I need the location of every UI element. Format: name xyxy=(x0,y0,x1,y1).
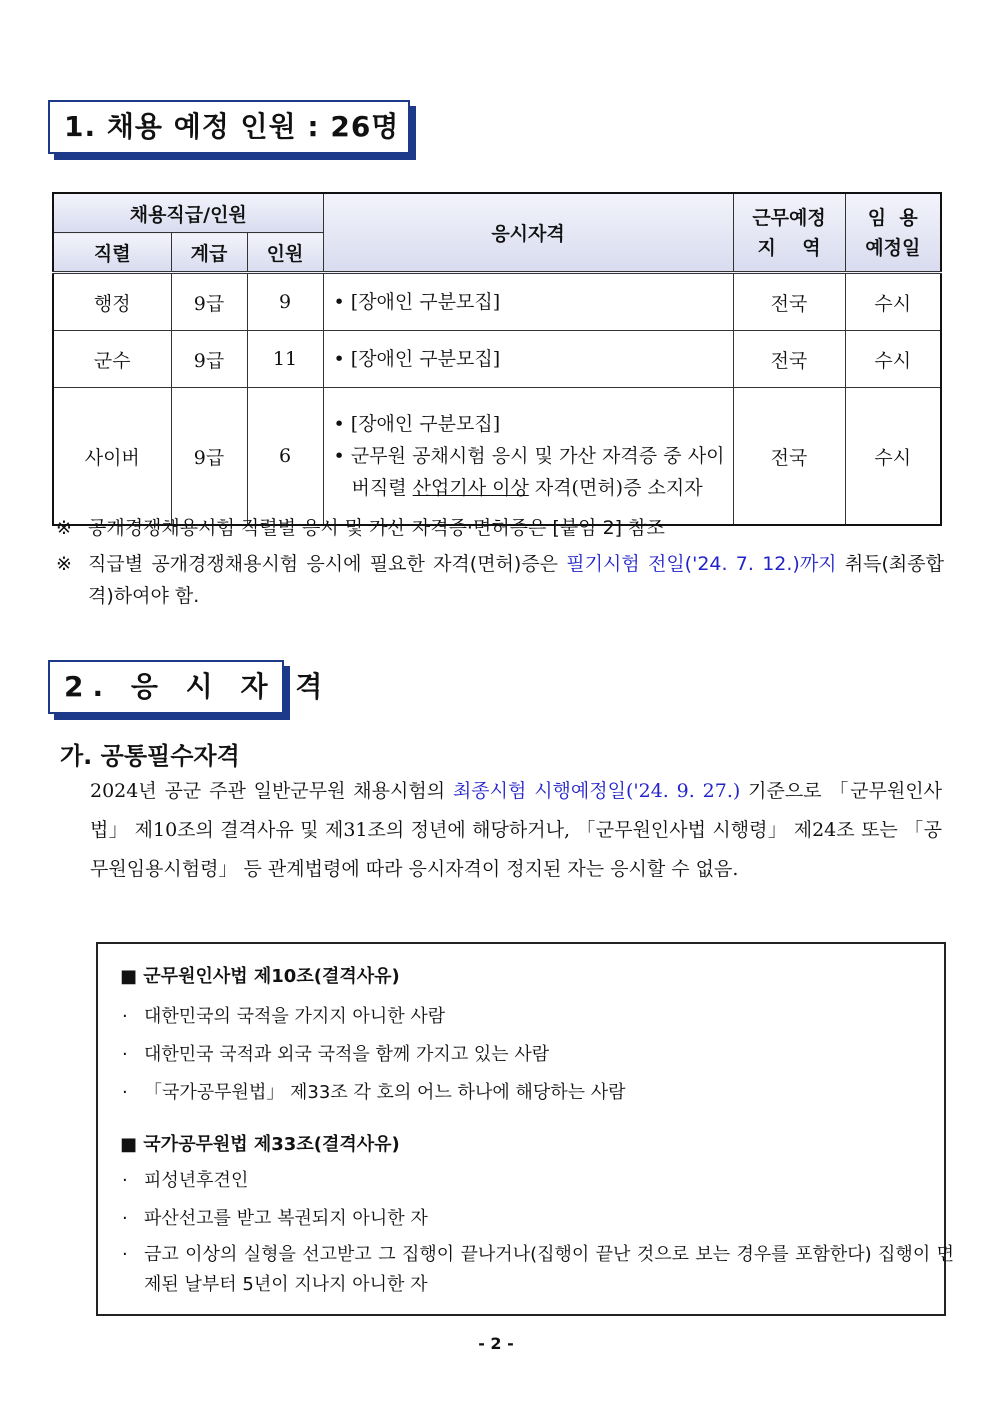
subsection-title: 가. 공통필수자격 xyxy=(60,742,240,770)
header-appointment-date: 임 용 예정일 xyxy=(845,193,941,273)
cell-qualification: • [장애인 구분모집] xyxy=(323,331,733,388)
cell-qualification: • [장애인 구분모집] xyxy=(323,273,733,331)
cell-region: 전국 xyxy=(733,388,845,526)
list-item: · 대한민국의 국적을 가지지 아니한 사람 xyxy=(122,1006,446,1027)
section-2-title xyxy=(48,660,332,714)
header-count: 인원 xyxy=(247,233,323,273)
header-position-group: 채용직급/인원 xyxy=(53,193,323,233)
cell-qualification: • [장애인 구분모집] • 군무원 공채시험 응시 및 가산 자격증 중 사이버직렬 산업기사 이상 자격(면허)증 소지자 xyxy=(323,388,733,526)
recruitment-table xyxy=(52,192,942,526)
cell-series: 군수 xyxy=(53,331,171,388)
cell-date: 수시 xyxy=(845,388,941,526)
cell-region: 전국 xyxy=(733,273,845,331)
header-grade: 계급 xyxy=(171,233,247,273)
header-qualification: 응시자격 xyxy=(323,193,733,273)
list-item: · 파산선고를 받고 복권되지 아니한 자 xyxy=(122,1208,428,1229)
cell-count: 6 xyxy=(247,388,323,526)
cell-series: 행정 xyxy=(53,273,171,331)
list-item: · 피성년후견인 xyxy=(122,1170,249,1191)
header-series: 직렬 xyxy=(53,233,171,273)
square-bullet-icon: ■ xyxy=(120,966,138,987)
disqualification-box xyxy=(96,942,954,1316)
cell-count: 9 xyxy=(247,273,323,331)
cell-date: 수시 xyxy=(845,331,941,388)
cell-date: 수시 xyxy=(845,273,941,331)
cell-series: 사이버 xyxy=(53,388,171,526)
note-2: ※ 직급별 공개경쟁채용시험 응시에 필요한 자격(면허)증은 필기시험 전일('24. 7. 12.)까지 취득(최종합격)하여야 함. xyxy=(56,553,944,607)
law1-title: ■ 군무원인사법 제10조(결격사유) xyxy=(120,966,400,987)
cell-region: 전국 xyxy=(733,331,845,388)
section-1-title xyxy=(48,100,410,154)
note-1: ※ 공개경쟁채용시험 직렬별 응시 및 가산 자격증·면허증은 [붙임 2] 참조 xyxy=(56,517,665,539)
list-item: · 「국가공무원법」 제33조 각 호의 어느 하나에 해당하는 사람 xyxy=(122,1082,626,1103)
section-2-title-text: 2. 응 시 자 격 xyxy=(64,670,332,703)
page-number: - 2 - xyxy=(478,1334,514,1353)
square-bullet-icon: ■ xyxy=(120,1134,138,1155)
cell-count: 11 xyxy=(247,331,323,388)
list-item: · 대한민국 국적과 외국 국적을 함께 가지고 있는 사람 xyxy=(122,1044,550,1065)
header-work-region: 근무예정 지 역 xyxy=(733,193,845,273)
cell-grade: 9급 xyxy=(171,388,247,526)
table-row xyxy=(53,273,941,331)
cell-grade: 9급 xyxy=(171,331,247,388)
qualification-cyber: • 군무원 공채시험 응시 및 가산 자격증 중 사이버직렬 산업기사 이상 자격(면허)증 소지자 xyxy=(334,440,725,504)
list-item: · 금고 이상의 실형을 선고받고 그 집행이 끝나거나(집행이 끝난 것으로 보는 경우를 포함한다) 집행이 면제된 날부터 5년이 지나지 아니한 자 xyxy=(122,1244,954,1295)
section-1-title-text: 1. 채용 예정 인원 : 26명 xyxy=(64,110,400,143)
cell-grade: 9급 xyxy=(171,273,247,331)
eligibility-paragraph: 2024년 공군 주관 일반군무원 채용시험의 최종시험 시행예정일('24. 9. 27.) 기준으로 「군무원인사법」 제10조의 결격사유 및 제31조의 정년에 해당하거나, 「군무원인사법 시행령」 제24조 또는 「공무원임용시험령」 등 관계법령에 따라 응시자격이 정지된 자는 응시할 수 없음. xyxy=(90,780,942,880)
table-row xyxy=(53,388,941,526)
table-row xyxy=(53,331,941,388)
law2-title: ■ 국가공무원법 제33조(결격사유) xyxy=(120,1134,400,1155)
